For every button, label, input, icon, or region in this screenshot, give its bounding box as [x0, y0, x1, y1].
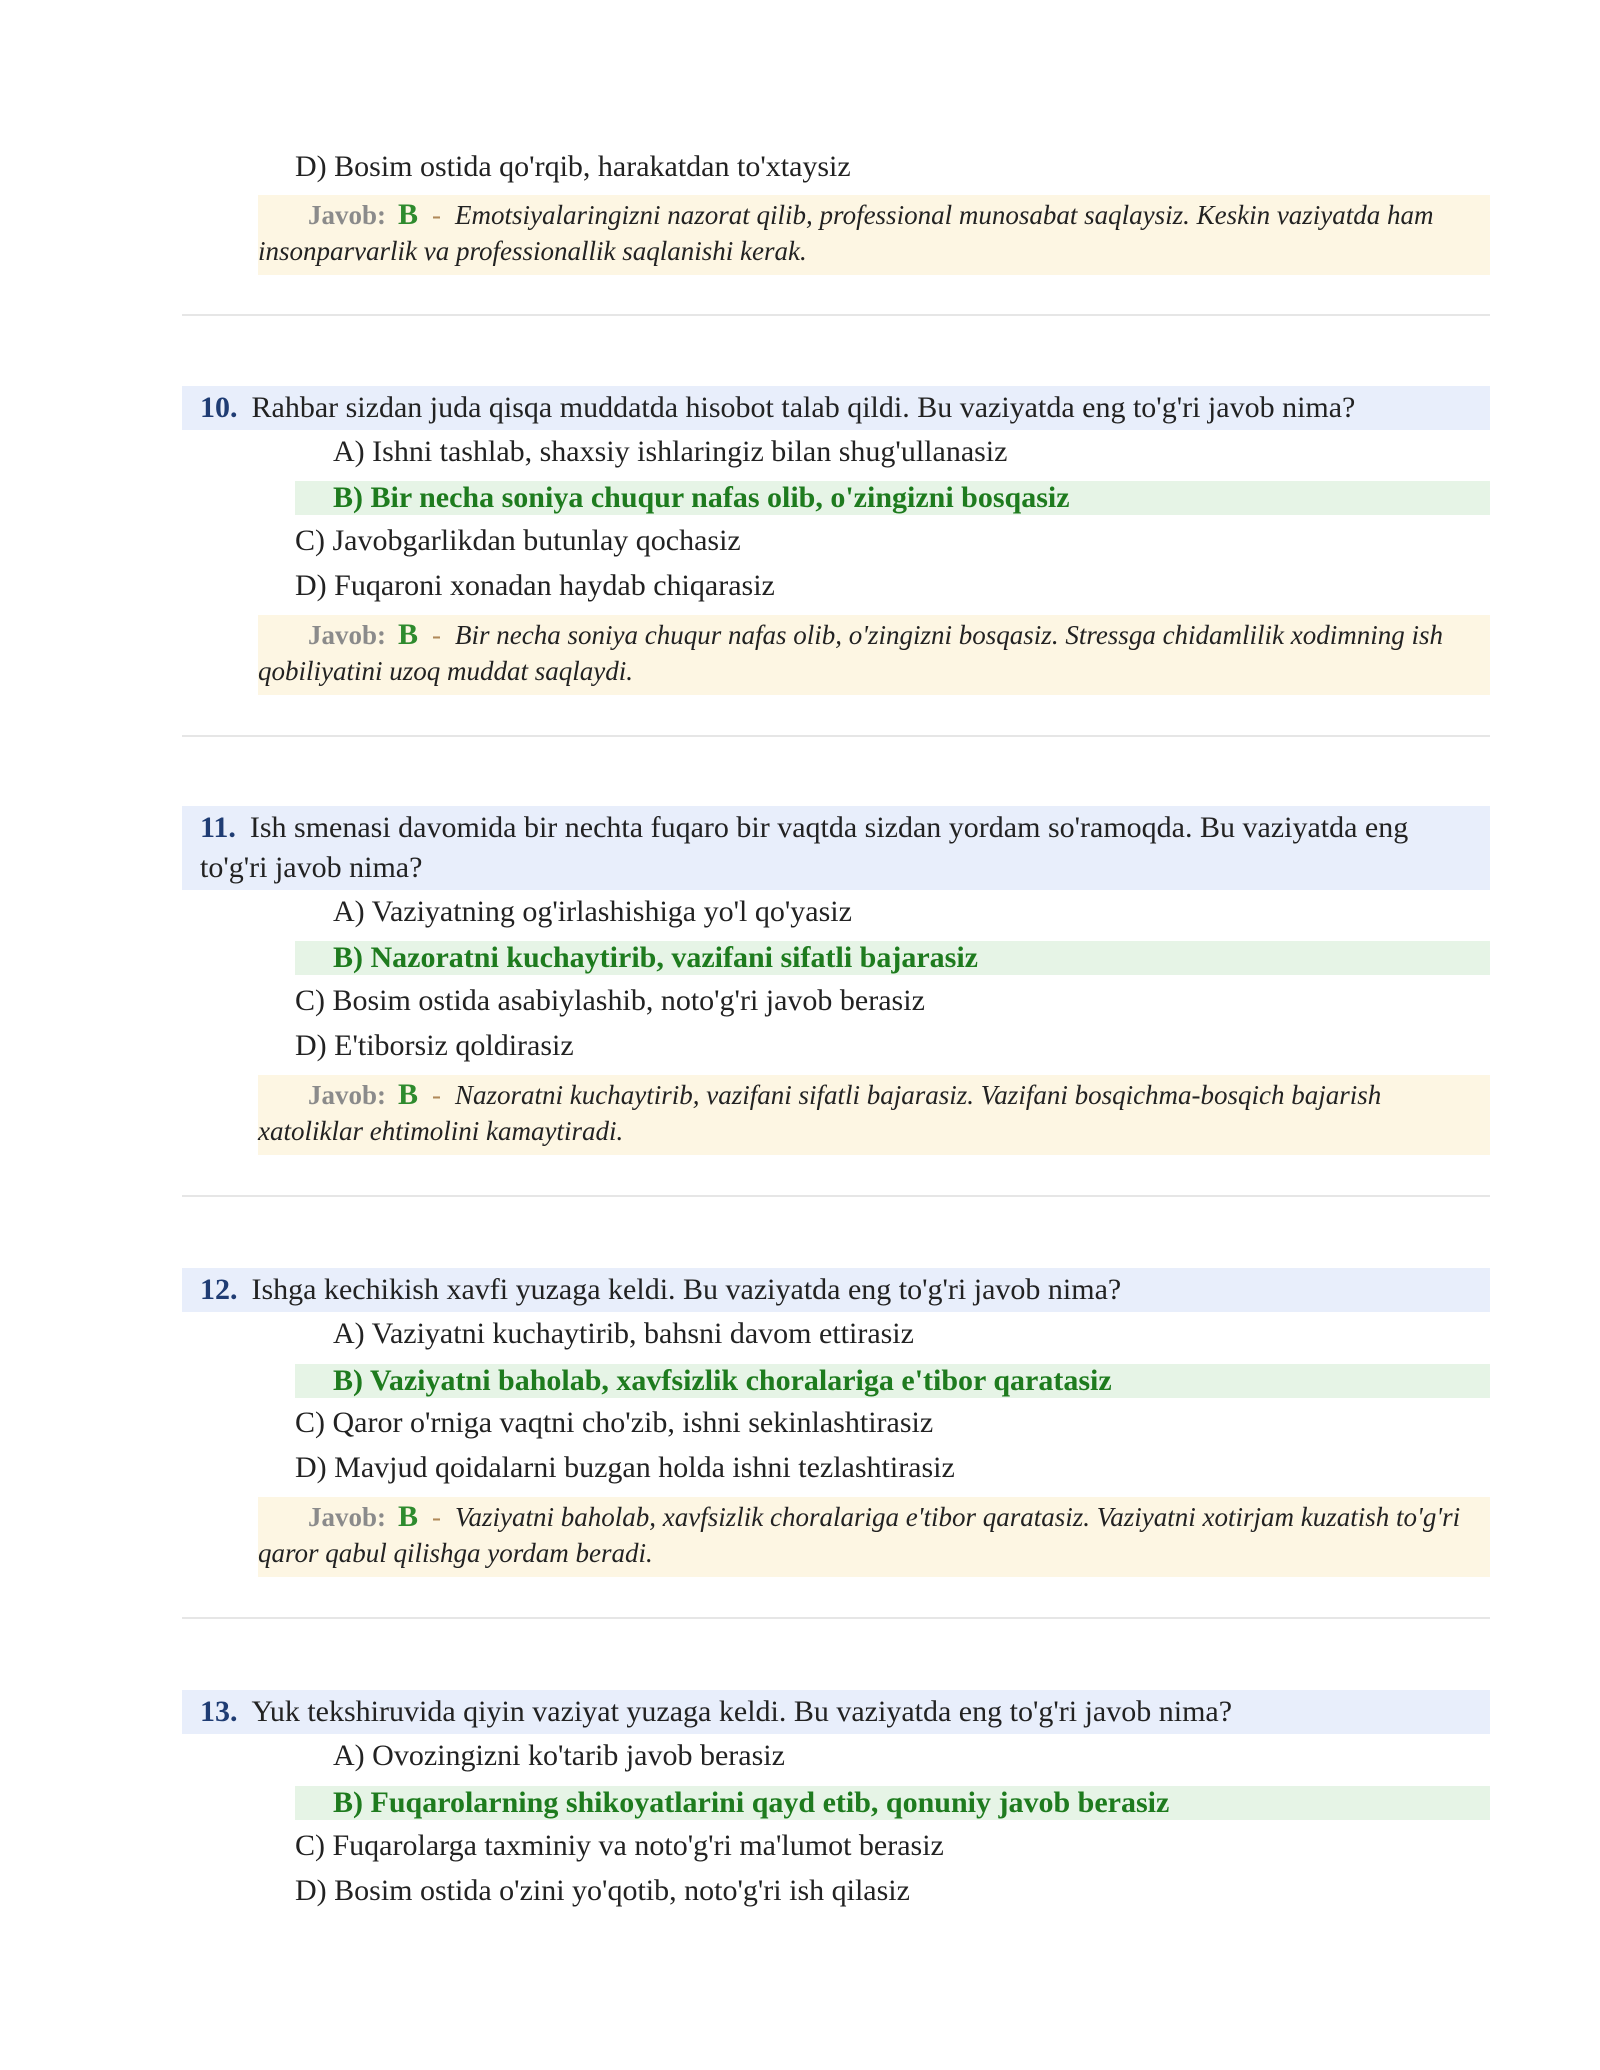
option-b-correct: B) Vaziyatni baholab, xavfsizlik choralariga e'tibor qaratasiz — [295, 1364, 1490, 1398]
question-13-header — [182, 1690, 1490, 1734]
divider — [182, 735, 1490, 737]
option-c: C) Javobgarlikdan butunlay qochasiz — [295, 524, 741, 557]
question-number: 11. — [200, 811, 236, 844]
option-a: A) Ishni tashlab, shaxsiy ishlaringiz bilan shug'ullanasiz — [333, 435, 1008, 468]
answer-box — [258, 1075, 1490, 1155]
question-11-header — [182, 806, 1490, 890]
option-d: D) Fuqaroni xonadan haydab chiqarasiz — [295, 569, 775, 602]
answer-letter: B — [398, 618, 419, 651]
answer-box — [258, 615, 1490, 695]
answer-label: Javob: — [308, 1502, 387, 1532]
divider — [182, 1195, 1490, 1197]
option-a: A) Ovozingizni ko'tarib javob berasiz — [333, 1739, 785, 1772]
answer-dash: - — [432, 1502, 442, 1532]
option-c: C) Fuqarolarga taxminiy va noto'g'ri ma'lumot berasiz — [295, 1829, 944, 1862]
answer-letter: B — [398, 1078, 419, 1111]
option-a: A) Vaziyatni kuchaytirib, bahsni davom ettirasiz — [333, 1317, 914, 1350]
answer-label: Javob: — [308, 1080, 387, 1110]
question-12-header — [182, 1268, 1490, 1312]
answer-label: Javob: — [308, 200, 387, 230]
answer-explanation: Vaziyatni baholab, xavfsizlik choralariga e'tibor qaratasiz. Vaziyatni xotirjam kuzatish to'g'ri qaror qabul qilishga yordam beradi. — [258, 1502, 1461, 1568]
option-d: D) E'tiborsiz qoldirasiz — [295, 1029, 574, 1062]
answer-letter: B — [398, 1500, 419, 1533]
option-d: D) Bosim ostida o'zini yo'qotib, noto'g'ri ish qilasiz — [295, 1874, 910, 1907]
question-number: 13. — [200, 1695, 238, 1728]
question-number: 12. — [200, 1273, 238, 1306]
question-text: Yuk tekshiruvida qiyin vaziyat yuzaga keldi. Bu vaziyatda eng to'g'ri javob nima? — [251, 1695, 1233, 1728]
divider — [182, 314, 1490, 316]
option-d: D) Mavjud qoidalarni buzgan holda ishni tezlashtirasiz — [295, 1451, 955, 1484]
answer-letter: B — [398, 198, 419, 231]
option-b-correct: B) Bir necha soniya chuqur nafas olib, o'zingizni bosqasiz — [295, 481, 1490, 515]
option-b-correct: B) Fuqarolarning shikoyatlarini qayd etib, qonuniy javob berasiz — [295, 1786, 1490, 1820]
option-d: D) Bosim ostida qo'rqib, harakatdan to'xtaysiz — [295, 150, 851, 183]
divider — [182, 1617, 1490, 1619]
answer-dash: - — [432, 200, 442, 230]
question-number: 10. — [200, 391, 238, 424]
option-c: C) Qaror o'rniga vaqtni cho'zib, ishni sekinlashtirasiz — [295, 1406, 934, 1439]
question-text: Ishga kechikish xavfi yuzaga keldi. Bu vaziyatda eng to'g'ri javob nima? — [251, 1273, 1122, 1306]
answer-box — [258, 195, 1490, 275]
answer-dash: - — [432, 620, 442, 650]
option-b-correct: B) Nazoratni kuchaytirib, vazifani sifatli bajarasiz — [295, 941, 1490, 975]
answer-explanation: Emotsiyalaringizni nazorat qilib, professional munosabat saqlaysiz. Keskin vaziyatda ham insonparvarlik va professionallik saqlanishi kerak. — [258, 200, 1434, 266]
answer-explanation: Bir necha soniya chuqur nafas olib, o'zingizni bosqasiz. Stressga chidamlilik xodimning ish qobiliyatini uzoq muddat saqlaydi. — [258, 620, 1444, 686]
question-10-header — [182, 386, 1490, 430]
answer-explanation: Nazoratni kuchaytirib, vazifani sifatli bajarasiz. Vazifani bosqichma-bosqich bajarish xatoliklar ehtimolini kamaytiradi. — [258, 1080, 1382, 1146]
option-a: A) Vaziyatning og'irlashishiga yo'l qo'yasiz — [333, 895, 852, 928]
answer-box — [258, 1497, 1490, 1577]
option-c: C) Bosim ostida asabiylashib, noto'g'ri javob berasiz — [295, 984, 925, 1017]
question-text: Rahbar sizdan juda qisqa muddatda hisobot talab qildi. Bu vaziyatda eng to'g'ri javob nima? — [251, 391, 1356, 424]
question-text: Ish smenasi davomida bir nechta fuqaro bir vaqtda sizdan yordam so'ramoqda. Bu vaziyatda eng to'g'ri javob nima? — [200, 811, 1409, 884]
answer-dash: - — [432, 1080, 442, 1110]
answer-label: Javob: — [308, 620, 387, 650]
